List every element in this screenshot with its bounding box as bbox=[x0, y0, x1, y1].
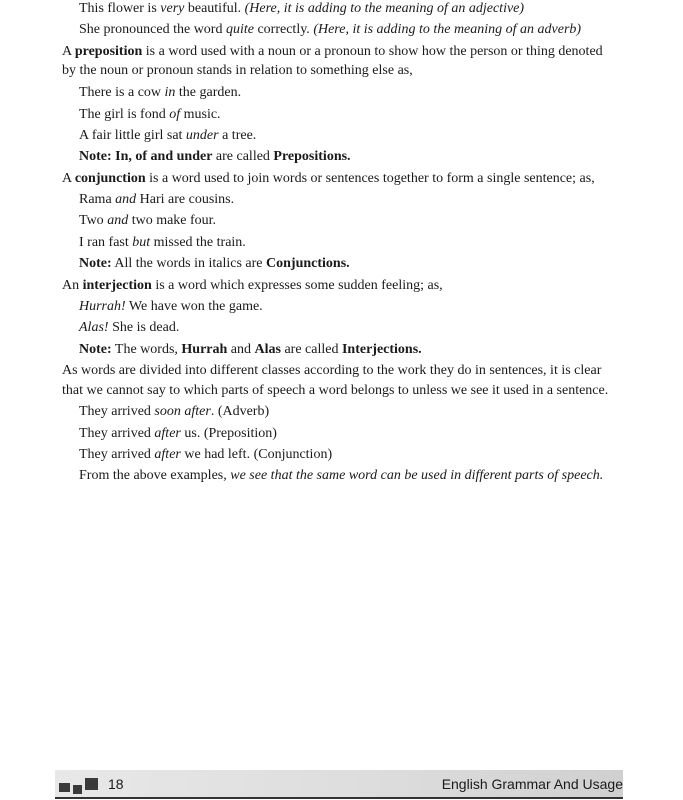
text-segment: Hurrah bbox=[181, 342, 228, 357]
text-segment: Conjunctions. bbox=[266, 256, 350, 271]
text-segment: we see that the same word can be used in different parts of speech. bbox=[230, 468, 604, 483]
text-segment: is a word used to join words or sentences together to form a single sentence; as, bbox=[145, 171, 595, 186]
text-segment: preposition bbox=[74, 44, 143, 59]
text-segment: All the words in italics are bbox=[111, 256, 267, 271]
text-segment: She pronounced the word bbox=[79, 22, 226, 37]
text-segment: As words are divided into different classes according to the work they do in sentences, it is clear bbox=[62, 363, 602, 378]
text-segment: a tree. bbox=[218, 128, 257, 143]
text-segment: A fair little girl sat bbox=[79, 128, 186, 143]
text-segment: two make four. bbox=[128, 213, 217, 228]
text-segment: by the noun or pronoun stands in relation to something else as, bbox=[62, 63, 413, 78]
text-segment: Note: bbox=[79, 256, 112, 271]
note-line bbox=[79, 255, 679, 273]
text-segment: but bbox=[132, 235, 151, 250]
definition-line bbox=[62, 62, 662, 80]
example-line bbox=[79, 191, 679, 209]
text-segment: A bbox=[62, 44, 75, 59]
example-line bbox=[79, 84, 679, 102]
text-segment: after bbox=[154, 447, 181, 462]
text-segment: is a word used with a noun or a pronoun to show how the person or thing denoted bbox=[142, 44, 603, 59]
text-segment: They arrived bbox=[79, 426, 155, 441]
example-line bbox=[79, 446, 679, 464]
text-segment: This flower is bbox=[79, 1, 161, 16]
definition-line bbox=[62, 170, 662, 188]
text-segment: We have won the game. bbox=[125, 299, 263, 314]
book-title: English Grammar And Usage bbox=[441, 776, 623, 792]
text-segment: Interjections. bbox=[341, 342, 422, 357]
text-segment: the garden. bbox=[175, 85, 242, 100]
text-segment: An bbox=[62, 278, 83, 293]
text-segment: conjunction bbox=[74, 171, 146, 186]
text-segment: beautiful. bbox=[184, 1, 245, 16]
text-segment: in bbox=[164, 85, 176, 100]
text-segment: Alas! bbox=[79, 320, 109, 335]
text-segment: They arrived bbox=[79, 447, 155, 462]
text-segment: that we cannot say to which parts of speech a word belongs to unless we see it used in a sentence. bbox=[62, 383, 609, 398]
text-segment: soon after bbox=[154, 404, 211, 419]
footer-square-icon bbox=[73, 785, 82, 794]
footer-square-icon bbox=[85, 778, 98, 790]
text-segment: She is dead. bbox=[108, 320, 180, 335]
example-line bbox=[79, 403, 679, 421]
text-segment: and bbox=[227, 342, 255, 357]
text-segment: They arrived bbox=[79, 404, 155, 419]
definition-line bbox=[62, 277, 662, 295]
text-segment: Rama bbox=[79, 192, 116, 207]
text-segment: (Here, it is adding to the meaning of an adverb) bbox=[313, 22, 582, 37]
text-segment: are called bbox=[280, 342, 342, 357]
text-segment: and bbox=[115, 192, 137, 207]
text-segment: Hari are cousins. bbox=[136, 192, 235, 207]
text-segment: Two bbox=[79, 213, 108, 228]
text-segment: quite bbox=[225, 22, 254, 37]
text-segment: we had left. (Conjunction) bbox=[180, 447, 333, 462]
footer-square-icon bbox=[59, 783, 70, 792]
example-line bbox=[79, 298, 679, 316]
text-segment: correctly. bbox=[253, 22, 314, 37]
example-line bbox=[79, 425, 679, 443]
text-segment: . (Adverb) bbox=[210, 404, 270, 419]
text-segment: is a word which expresses some sudden feeling; as, bbox=[151, 278, 443, 293]
text-segment: I ran fast bbox=[79, 235, 133, 250]
text-segment: missed the train. bbox=[150, 235, 246, 250]
example-line bbox=[79, 21, 679, 39]
text-segment: Note: In, of and under bbox=[79, 149, 213, 164]
paragraph-line bbox=[62, 382, 662, 400]
text-segment: music. bbox=[180, 107, 221, 122]
text-segment: Hurrah! bbox=[79, 299, 126, 314]
text-segment: under bbox=[185, 128, 219, 143]
example-line bbox=[79, 319, 679, 337]
example-line bbox=[79, 212, 679, 230]
note-line bbox=[79, 148, 679, 166]
text-segment: From the above examples, bbox=[79, 468, 231, 483]
example-line bbox=[79, 127, 679, 145]
text-segment: very bbox=[160, 1, 185, 16]
conclusion-line bbox=[79, 467, 679, 485]
paragraph-line bbox=[62, 362, 662, 380]
text-segment: The words, bbox=[111, 342, 182, 357]
example-line bbox=[79, 234, 679, 252]
text-segment: interjection bbox=[82, 278, 152, 293]
text-segment: of bbox=[169, 107, 181, 122]
page-footer bbox=[55, 770, 623, 800]
text-segment: after bbox=[154, 426, 181, 441]
text-segment: Prepositions. bbox=[273, 149, 351, 164]
text-segment: are called bbox=[212, 149, 274, 164]
example-line bbox=[79, 106, 679, 124]
text-segment: A bbox=[62, 171, 75, 186]
text-segment: us. (Preposition) bbox=[180, 426, 277, 441]
text-segment: Alas bbox=[254, 342, 281, 357]
text-segment: and bbox=[107, 213, 129, 228]
example-line bbox=[79, 0, 679, 18]
definition-line bbox=[62, 43, 662, 61]
page-number: 18 bbox=[108, 776, 124, 792]
text-segment: (Here, it is adding to the meaning of an adjective) bbox=[244, 1, 525, 16]
text-segment: Note: bbox=[79, 342, 112, 357]
text-segment: The girl is fond bbox=[79, 107, 170, 122]
note-line bbox=[79, 341, 679, 359]
text-segment: There is a cow bbox=[79, 85, 165, 100]
